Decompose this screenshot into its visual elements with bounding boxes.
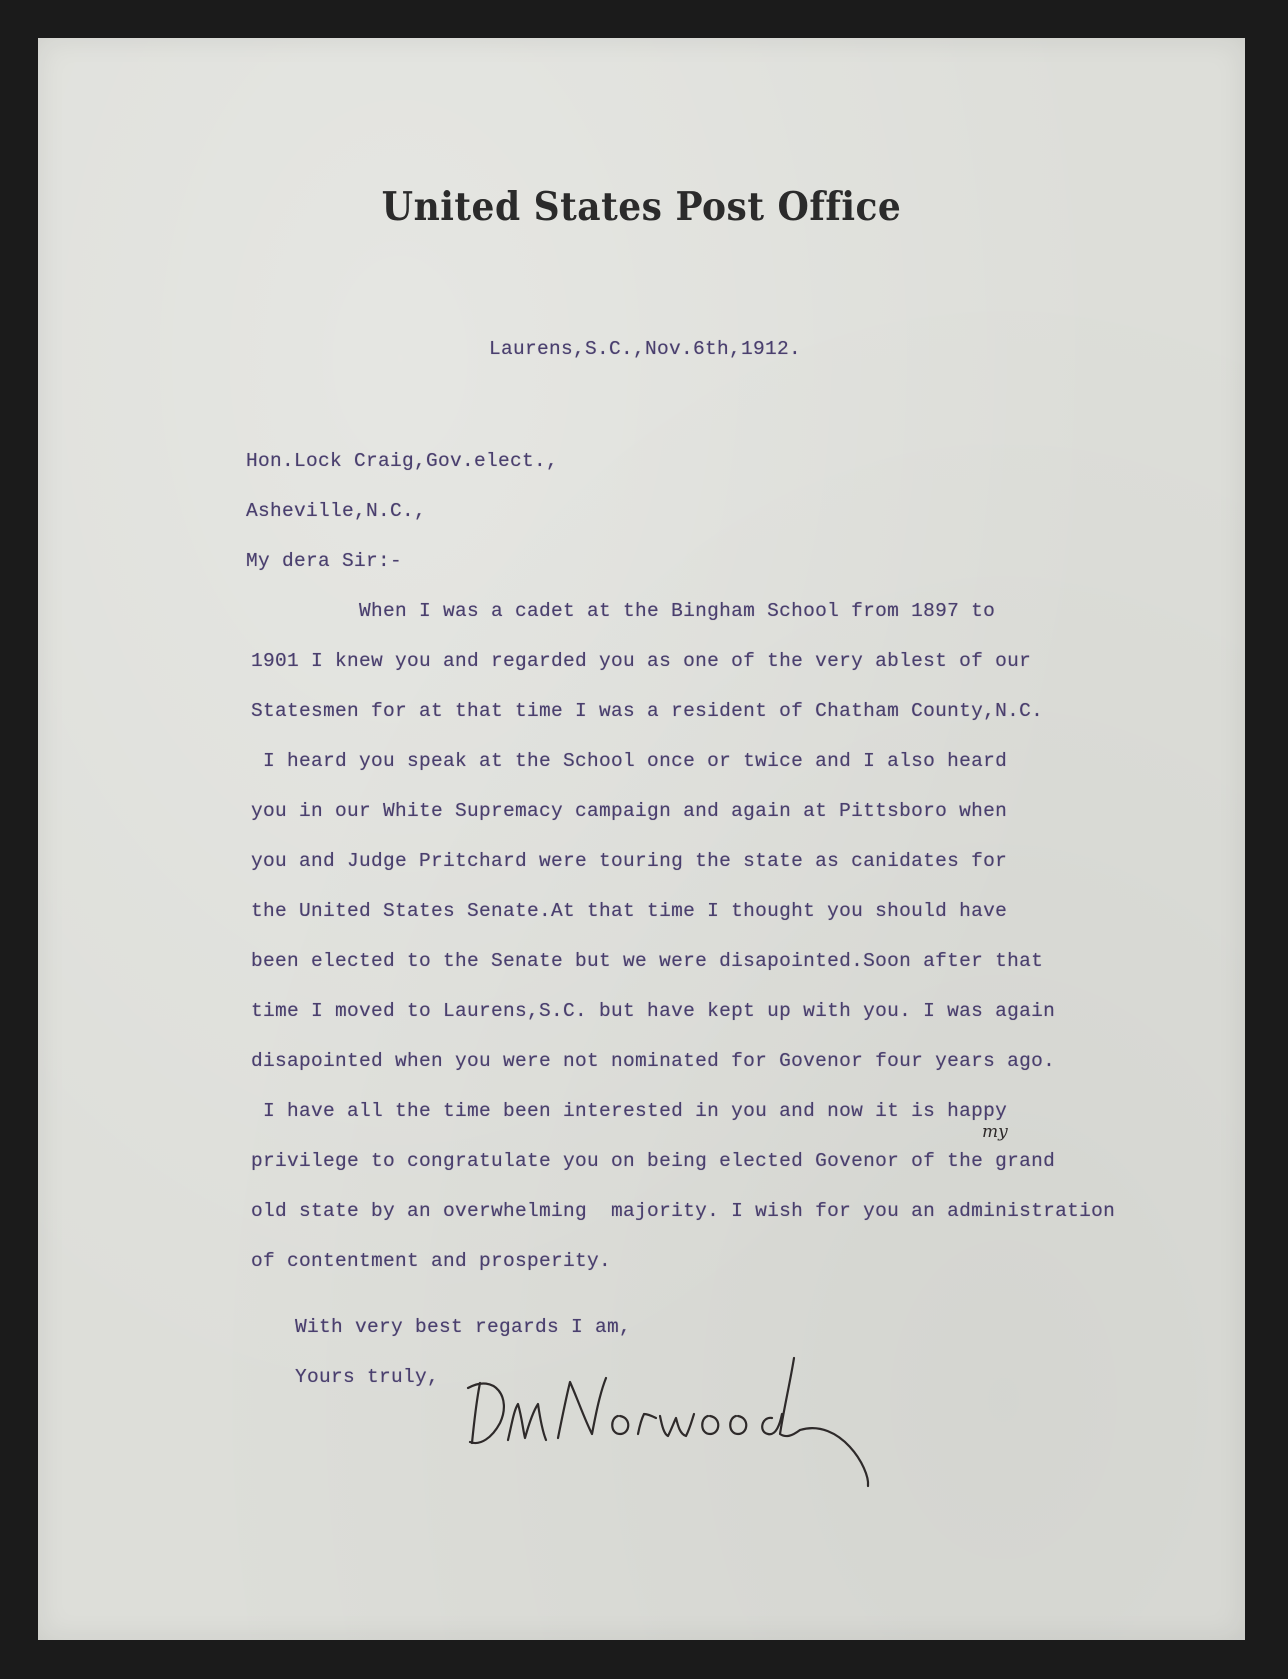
body-line: of contentment and prosperity. [251,1250,612,1272]
body-line: privilege to congratulate you on being elected Govenor of the grand [251,1150,1056,1172]
dateline: Laurens,S.C.,Nov.6th,1912. [489,338,802,360]
body-line: I heard you speak at the School once or twice and I also heard [251,750,1008,772]
recipient-name: Hon.Lock Craig,Gov.elect., [246,450,559,472]
body-line: the United States Senate.At that time I thought you should have [251,900,1008,922]
body-line: you and Judge Pritchard were touring the state as canidates for [251,850,1008,872]
body-line: disapointed when you were not nominated for Govenor four years ago. [251,1050,1056,1072]
body-line: you in our White Supremacy campaign and again at Pittsboro when [251,800,1008,822]
recipient-address: Asheville,N.C., [246,500,427,522]
closing-valediction: Yours truly, [295,1366,440,1388]
handwritten-signature [450,1338,870,1488]
body-line: I have all the time been interested in you and now it is happy [251,1100,1008,1122]
body-line: old state by an overwhelming majority. I wish for you an administration [251,1200,1116,1222]
body-line: been elected to the Senate but we were disapointed.Soon after that [251,950,1044,972]
body-line: time I moved to Laurens,S.C. but have kept up with you. I was again [251,1000,1056,1022]
salutation: My dera Sir:- [246,550,403,572]
body-line: When I was a cadet at the Bingham School from 1897 to [251,600,996,622]
letterhead-title: United States Post Office [381,184,902,230]
closing-regards: With very best regards I am, [295,1316,632,1338]
body-line: 1901 I knew you and regarded you as one of the very ablest of our [251,650,1032,672]
body-line: Statesmen for at that time I was a resident of Chatham County,N.C. [251,700,1044,722]
handwritten-insert: my [982,1122,1008,1142]
letter-page [38,38,1245,1640]
